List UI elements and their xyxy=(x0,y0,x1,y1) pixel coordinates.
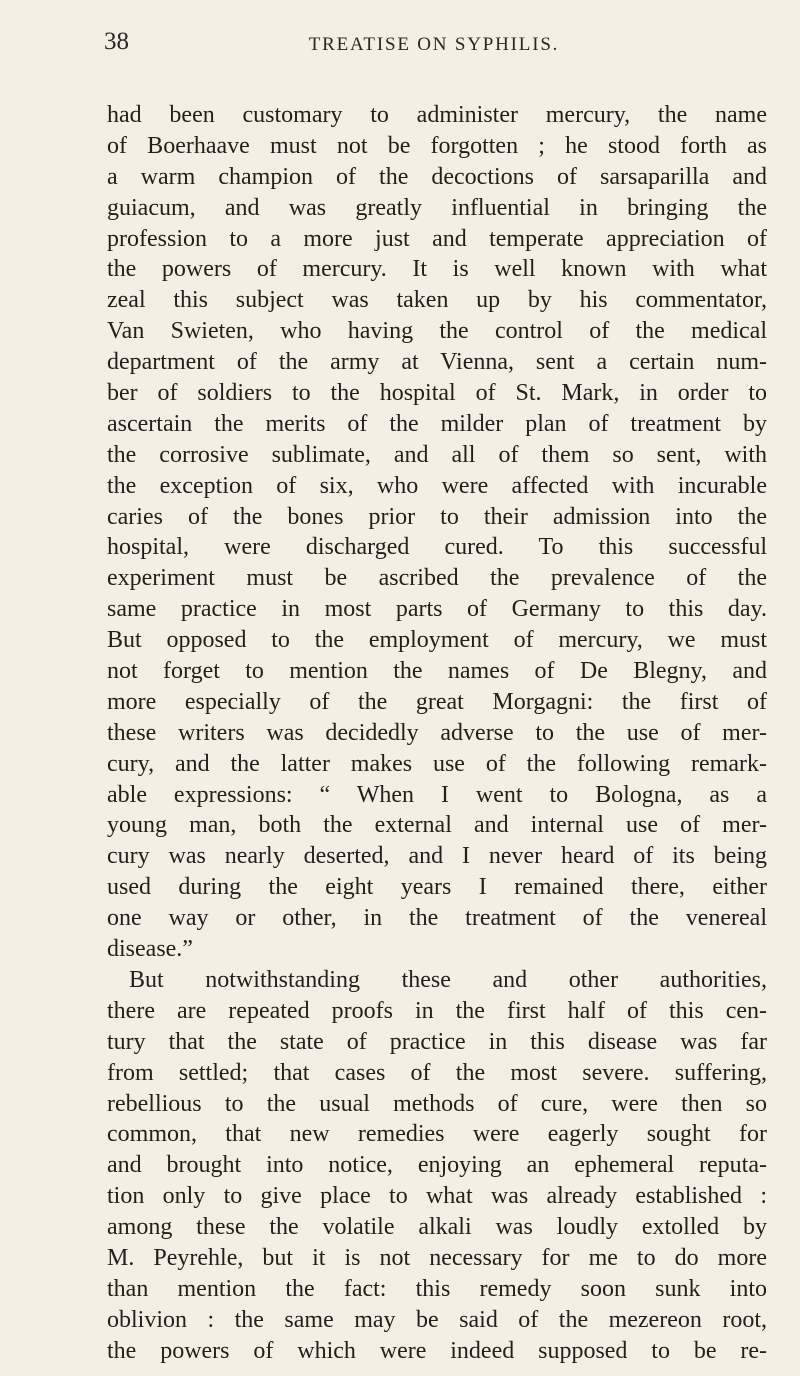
running-head xyxy=(104,28,764,68)
text-line: able expressions: “ When I went to Bologna, as a xyxy=(107,781,767,808)
text-line: than mention the fact: this remedy soon sunk into xyxy=(107,1275,767,1302)
text-line: young man, both the external and internal use of mer- xyxy=(107,812,767,839)
text-line: cury, and the latter makes use of the following remark- xyxy=(107,750,767,777)
page-number: 38 xyxy=(104,28,129,55)
text-line: these writers was decidedly adverse to the use of mer- xyxy=(107,719,767,746)
text-line: tury that the state of practice in this disease was far xyxy=(107,1028,767,1055)
text-line: there are repeated proofs in the first half of this cen- xyxy=(107,997,767,1024)
text-line: disease.” xyxy=(107,936,193,963)
text-line: among these the volatile alkali was loudly extolled by xyxy=(107,1214,767,1241)
text-line: ascertain the merits of the milder plan of treatment by xyxy=(107,410,767,437)
text-line: oblivion : the same may be said of the mezereon root, xyxy=(107,1306,767,1333)
text-line: same practice in most parts of Germany to this day. xyxy=(107,596,767,623)
text-line: used during the eight years I remained there, either xyxy=(107,874,767,901)
text-line: guiacum, and was greatly influential in bringing the xyxy=(107,194,767,221)
text-line: a warm champion of the decoctions of sarsaparilla and xyxy=(107,163,767,190)
text-line: the corrosive sublimate, and all of them so sent, with xyxy=(107,441,767,468)
text-line: tion only to give place to what was already established : xyxy=(107,1183,767,1210)
text-line: profession to a more just and temperate appreciation of xyxy=(107,225,767,252)
text-line: hospital, were discharged cured. To this successful xyxy=(107,534,767,561)
text-line: zeal this subject was taken up by his commentator, xyxy=(107,287,767,314)
text-line: department of the army at Vienna, sent a certain num- xyxy=(107,349,767,376)
text-line: and brought into notice, enjoying an ephemeral reputa- xyxy=(107,1152,767,1179)
text-line: experiment must be ascribed the prevalence of the xyxy=(107,565,767,592)
text-line: from settled; that cases of the most severe. suffering, xyxy=(107,1059,767,1086)
text-line: ber of soldiers to the hospital of St. Mark, in order to xyxy=(107,380,767,407)
text-line: more especially of the great Morgagni: the first of xyxy=(107,688,767,715)
text-line: the powers of mercury. It is well known with what xyxy=(107,256,767,283)
text-line: not forget to mention the names of De Blegny, and xyxy=(107,658,767,685)
text-line: caries of the bones prior to their admission into the xyxy=(107,503,767,530)
body-text xyxy=(107,100,767,1367)
text-line: M. Peyrehle, but it is not necessary for me to do more xyxy=(107,1244,767,1271)
text-line: But notwithstanding these and other authorities, xyxy=(129,966,767,993)
text-line: of Boerhaave must not be forgotten ; he stood forth as xyxy=(107,132,767,159)
text-line: But opposed to the employment of mercury, we must xyxy=(107,627,767,654)
text-line: one way or other, in the treatment of the venereal xyxy=(107,905,767,932)
text-line: the powers of which were indeed supposed to be re- xyxy=(107,1337,767,1364)
text-line: common, that new remedies were eagerly sought for xyxy=(107,1121,767,1148)
text-line: cury was nearly deserted, and I never heard of its being xyxy=(107,843,767,870)
text-line: rebellious to the usual methods of cure, were then so xyxy=(107,1090,767,1117)
text-line: the exception of six, who were affected with incurable xyxy=(107,472,767,499)
text-line: had been customary to administer mercury, the name xyxy=(107,102,767,128)
running-title: TREATISE ON SYPHILIS. xyxy=(308,34,560,55)
text-line: Van Swieten, who having the control of the medical xyxy=(107,318,767,345)
